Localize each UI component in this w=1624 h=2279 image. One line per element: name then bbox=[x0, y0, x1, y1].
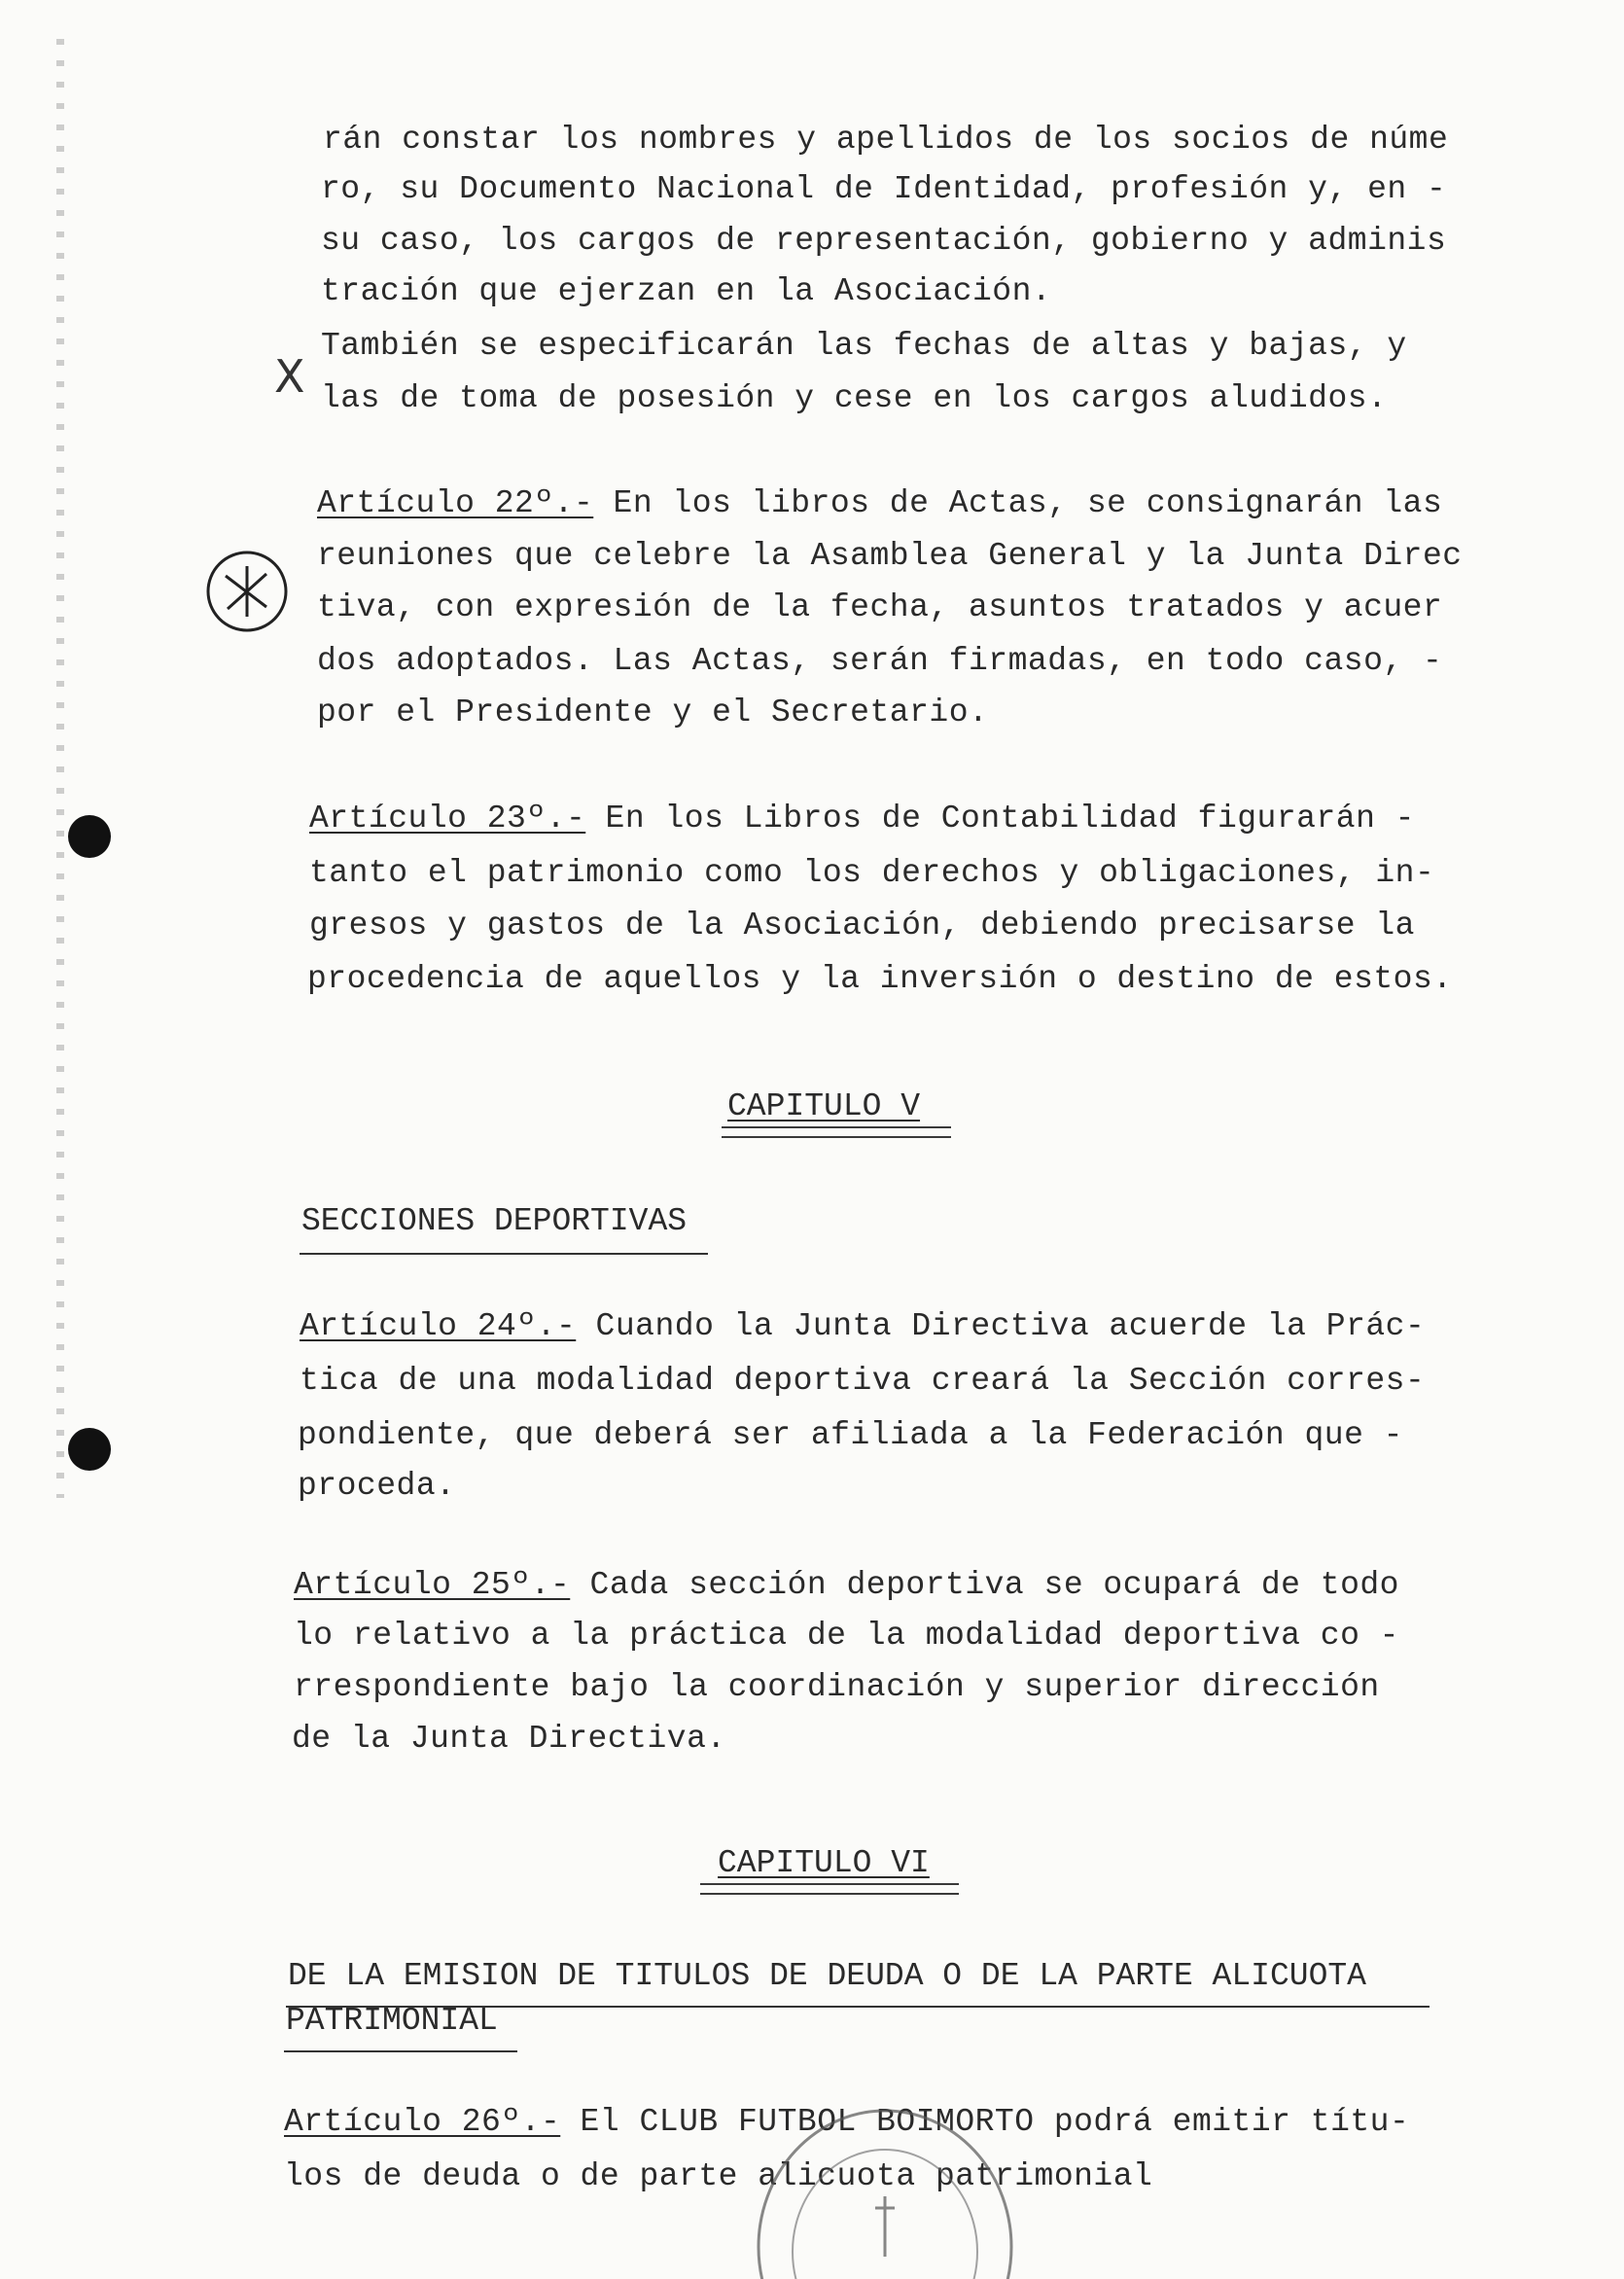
chapter-6-heading: CAPITULO VI bbox=[718, 1845, 930, 1881]
body-line: ro, su Documento Nacional de Identidad, profesión y, en - bbox=[321, 171, 1447, 207]
section-title-line: DE LA EMISION DE TITULOS DE DEUDA O DE LA PARTE ALICUOTA bbox=[288, 1958, 1366, 1994]
body-line: También se especificarán las fechas de altas y bajas, y bbox=[321, 328, 1407, 364]
article-23-title: Artículo 23º.- bbox=[309, 801, 586, 837]
article-24-line: Artículo 24º.- Cuando la Junta Directiva acuerde la Prác- bbox=[300, 1308, 1426, 1344]
double-underline bbox=[722, 1126, 951, 1138]
article-22-title: Artículo 22º.- bbox=[317, 485, 594, 521]
article-26-line: Artículo 26º.- El CLUB FUTBOL BOIMORTO podrá emitir títu- bbox=[284, 2104, 1410, 2140]
body-line: por el Presidente y el Secretario. bbox=[317, 694, 989, 730]
article-23-line: Artículo 23º.- En los Libros de Contabilidad figurarán - bbox=[309, 801, 1415, 837]
article-25-line: Artículo 25º.- Cada sección deportiva se ocupará de todo bbox=[294, 1567, 1399, 1603]
body-line: reuniones que celebre la Asamblea General y la Junta Direc bbox=[317, 538, 1463, 574]
body-line: tanto el patrimonio como los derechos y obligaciones, in- bbox=[309, 855, 1435, 891]
body-line: tica de una modalidad deportiva creará la Sección corres- bbox=[300, 1363, 1426, 1399]
article-24-title: Artículo 24º.- bbox=[300, 1308, 577, 1344]
section-underline bbox=[300, 1253, 708, 1255]
body-line: rán constar los nombres y apellidos de los socios de núme bbox=[323, 122, 1449, 158]
chapter-5-heading: CAPITULO V bbox=[727, 1088, 921, 1124]
scan-edge-artifact bbox=[56, 39, 64, 1498]
section-title-line: PATRIMONIAL bbox=[286, 2003, 498, 2039]
body-line: rrespondiente bajo la coordinación y superior dirección bbox=[294, 1669, 1380, 1705]
article-26-title: Artículo 26º.- bbox=[284, 2104, 561, 2140]
handwritten-x-mark: X bbox=[274, 350, 305, 403]
body-line: proceda. bbox=[298, 1468, 456, 1504]
body-line: dos adoptados. Las Actas, serán firmadas, en todo caso, - bbox=[317, 643, 1443, 679]
section-title-secciones: SECCIONES DEPORTIVAS bbox=[301, 1203, 688, 1239]
circled-asterisk-mark bbox=[202, 547, 292, 636]
body-line: procedencia de aquellos y la inversión o destino de estos. bbox=[307, 961, 1453, 997]
body-line: pondiente, que deberá ser afiliada a la Federación que - bbox=[298, 1417, 1403, 1453]
binder-hole bbox=[68, 815, 111, 858]
body-line: tración que ejerzan en la Asociación. bbox=[321, 273, 1052, 309]
binder-hole bbox=[68, 1428, 111, 1471]
section-underline bbox=[284, 2050, 517, 2052]
body-line: los de deuda o de parte alicuota patrimonial bbox=[284, 2158, 1153, 2194]
body-line: gresos y gastos de la Asociación, debiendo precisarse la bbox=[309, 908, 1415, 944]
article-22-line: Artículo 22º.- En los libros de Actas, se consignarán las bbox=[317, 485, 1443, 521]
body-line: las de toma de posesión y cese en los cargos aludidos. bbox=[321, 380, 1388, 416]
body-line: de la Junta Directiva. bbox=[292, 1721, 726, 1757]
double-underline bbox=[700, 1883, 959, 1895]
body-line: su caso, los cargos de representación, gobierno y adminis bbox=[321, 223, 1447, 259]
body-line: tiva, con expresión de la fecha, asuntos tratados y acuer bbox=[317, 589, 1443, 625]
club-seal-stamp bbox=[739, 2091, 1031, 2279]
article-25-title: Artículo 25º.- bbox=[294, 1567, 571, 1603]
body-line: lo relativo a la práctica de la modalidad deportiva co - bbox=[294, 1618, 1399, 1654]
